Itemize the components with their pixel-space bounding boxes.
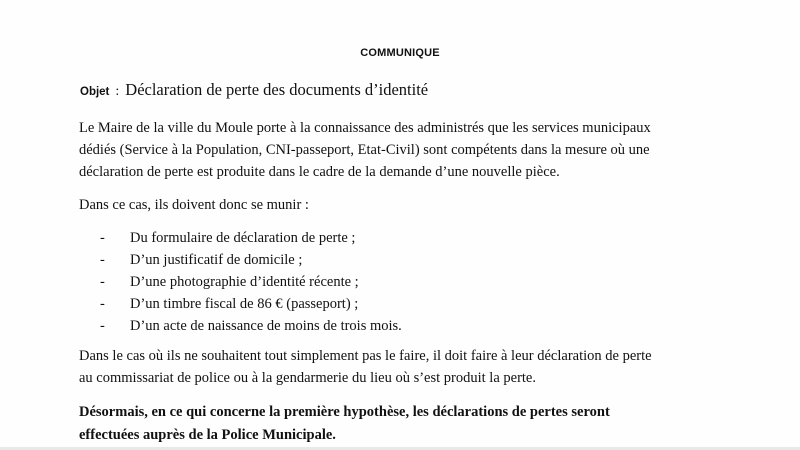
- list-item-text: D’un acte de naissance de moins de trois mois.: [130, 318, 402, 334]
- list-item-text: D’un justificatif de domicile ;: [130, 252, 303, 268]
- subject-line: [80, 80, 428, 100]
- alternative-line: Dans le cas où ils ne souhaitent tout simplement pas le faire, il doit faire à leur déclaration de perte: [79, 348, 652, 364]
- list-marker: -: [100, 230, 105, 246]
- list-item-text: D’une photographie d’identité récente ;: [130, 274, 359, 290]
- alternative-paragraph: [79, 345, 729, 389]
- list-item-text: Du formulaire de déclaration de perte ;: [130, 230, 356, 246]
- intro-paragraph: [79, 117, 729, 183]
- list-item: [0, 315, 800, 337]
- intro-line: déclaration de perte est produite dans le cadre de la demande d’une nouvelle pièce.: [79, 164, 560, 180]
- document-title: COMMUNIQUE: [360, 47, 440, 59]
- list-marker: -: [100, 318, 105, 334]
- list-marker: -: [100, 252, 105, 268]
- list-item-text: D’un timbre fiscal de 86 € (passeport) ;: [130, 296, 359, 312]
- list-item: [0, 293, 800, 315]
- list-marker: -: [100, 296, 105, 312]
- requirements-list: [0, 227, 800, 337]
- conclusion-paragraph: [79, 401, 729, 447]
- list-item: [0, 227, 800, 249]
- requirements-intro-text: Dans ce cas, ils doivent donc se munir :: [79, 197, 309, 213]
- subject-separator: :: [115, 84, 120, 99]
- alternative-line: au commissariat de police ou à la gendarmerie du lieu où s’est produit la perte.: [79, 370, 536, 386]
- list-item: [0, 249, 800, 271]
- intro-line: dédiés (Service à la Population, CNI-passeport, Etat-Civil) sont compétents dans la mesure où une: [79, 142, 650, 158]
- subject-label: Objet: [80, 86, 110, 98]
- list-marker: -: [100, 274, 105, 290]
- conclusion-line: Désormais, en ce qui concerne la première hypothèse, les déclarations de pertes seront: [79, 404, 610, 420]
- requirements-intro: [79, 194, 729, 216]
- subject-text: Déclaration de perte des documents d’identité: [125, 80, 429, 99]
- intro-line: Le Maire de la ville du Moule porte à la connaissance des administrés que les services municipaux: [79, 120, 651, 136]
- conclusion-line: effectuées auprès de la Police Municipale.: [79, 427, 336, 443]
- list-item: [0, 271, 800, 293]
